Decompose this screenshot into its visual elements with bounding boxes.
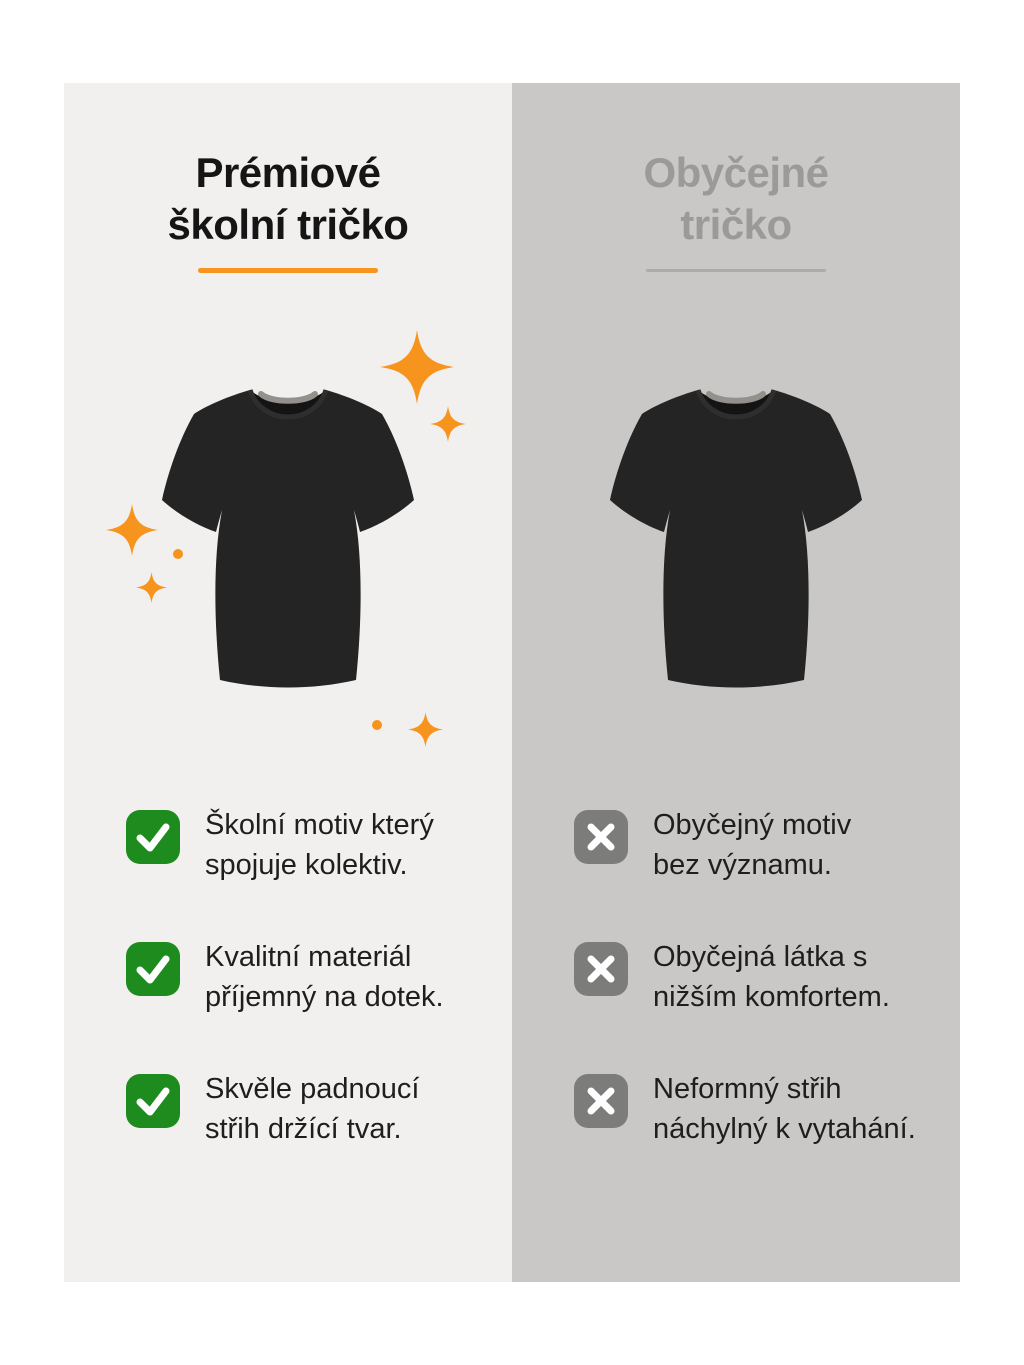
premium-feature-text [205,1069,419,1149]
ordinary-feature-text [653,1069,916,1149]
feature-line: nižším komfortem. [653,981,890,1013]
check-icon [126,1074,180,1128]
ordinary-panel [512,83,960,1282]
feature-line: příjemný na dotek. [205,981,444,1013]
sparkle-icon [106,504,158,556]
sparkle-icon [430,406,466,442]
premium-feature-item [126,1069,496,1149]
feature-line: bez významu. [653,849,832,881]
ordinary-feature-text [653,805,851,885]
ordinary-title-line1: Obyčejné [643,149,829,196]
ordinary-feature-text [653,937,890,1017]
premium-title-underline [198,268,378,273]
feature-line: Neformný střih [653,1073,842,1105]
cross-icon [574,942,628,996]
ordinary-feature-item [574,1069,944,1149]
ordinary-title-underline [646,269,826,272]
cross-icon [574,1074,628,1128]
premium-feature-text [205,937,444,1017]
feature-line: spojuje kolektiv. [205,849,408,881]
premium-feature-text [205,805,434,885]
premium-title [64,147,512,251]
sparkle-icon [136,572,167,603]
premium-title-line1: Prémiové [195,149,381,196]
premium-title-line2: školní tričko [167,201,409,248]
premium-feature-item [126,937,496,1017]
sparkle-icon [380,330,454,404]
check-icon [126,810,180,864]
sparkle-dot-icon [173,549,183,559]
feature-line: Kvalitní materiál [205,941,412,973]
sparkle-icon [408,712,443,747]
feature-line: Skvěle padnoucí [205,1073,420,1105]
feature-line: Obyčejný motiv [653,809,852,841]
ordinary-feature-item [574,937,944,1017]
check-icon [126,942,180,996]
ordinary-title [512,147,960,251]
ordinary-tshirt-image [606,382,866,702]
feature-line: střih držící tvar. [205,1113,402,1145]
ordinary-feature-item [574,805,944,885]
premium-feature-item [126,805,496,885]
ordinary-title-line2: tričko [680,201,792,248]
feature-line: náchylný k vytahání. [653,1113,916,1145]
sparkle-dot-icon [372,720,382,730]
feature-line: Obyčejná látka s [653,941,868,973]
feature-line: Školní motiv který [205,809,434,841]
premium-tshirt-image [158,382,418,702]
premium-panel [64,83,512,1282]
cross-icon [574,810,628,864]
